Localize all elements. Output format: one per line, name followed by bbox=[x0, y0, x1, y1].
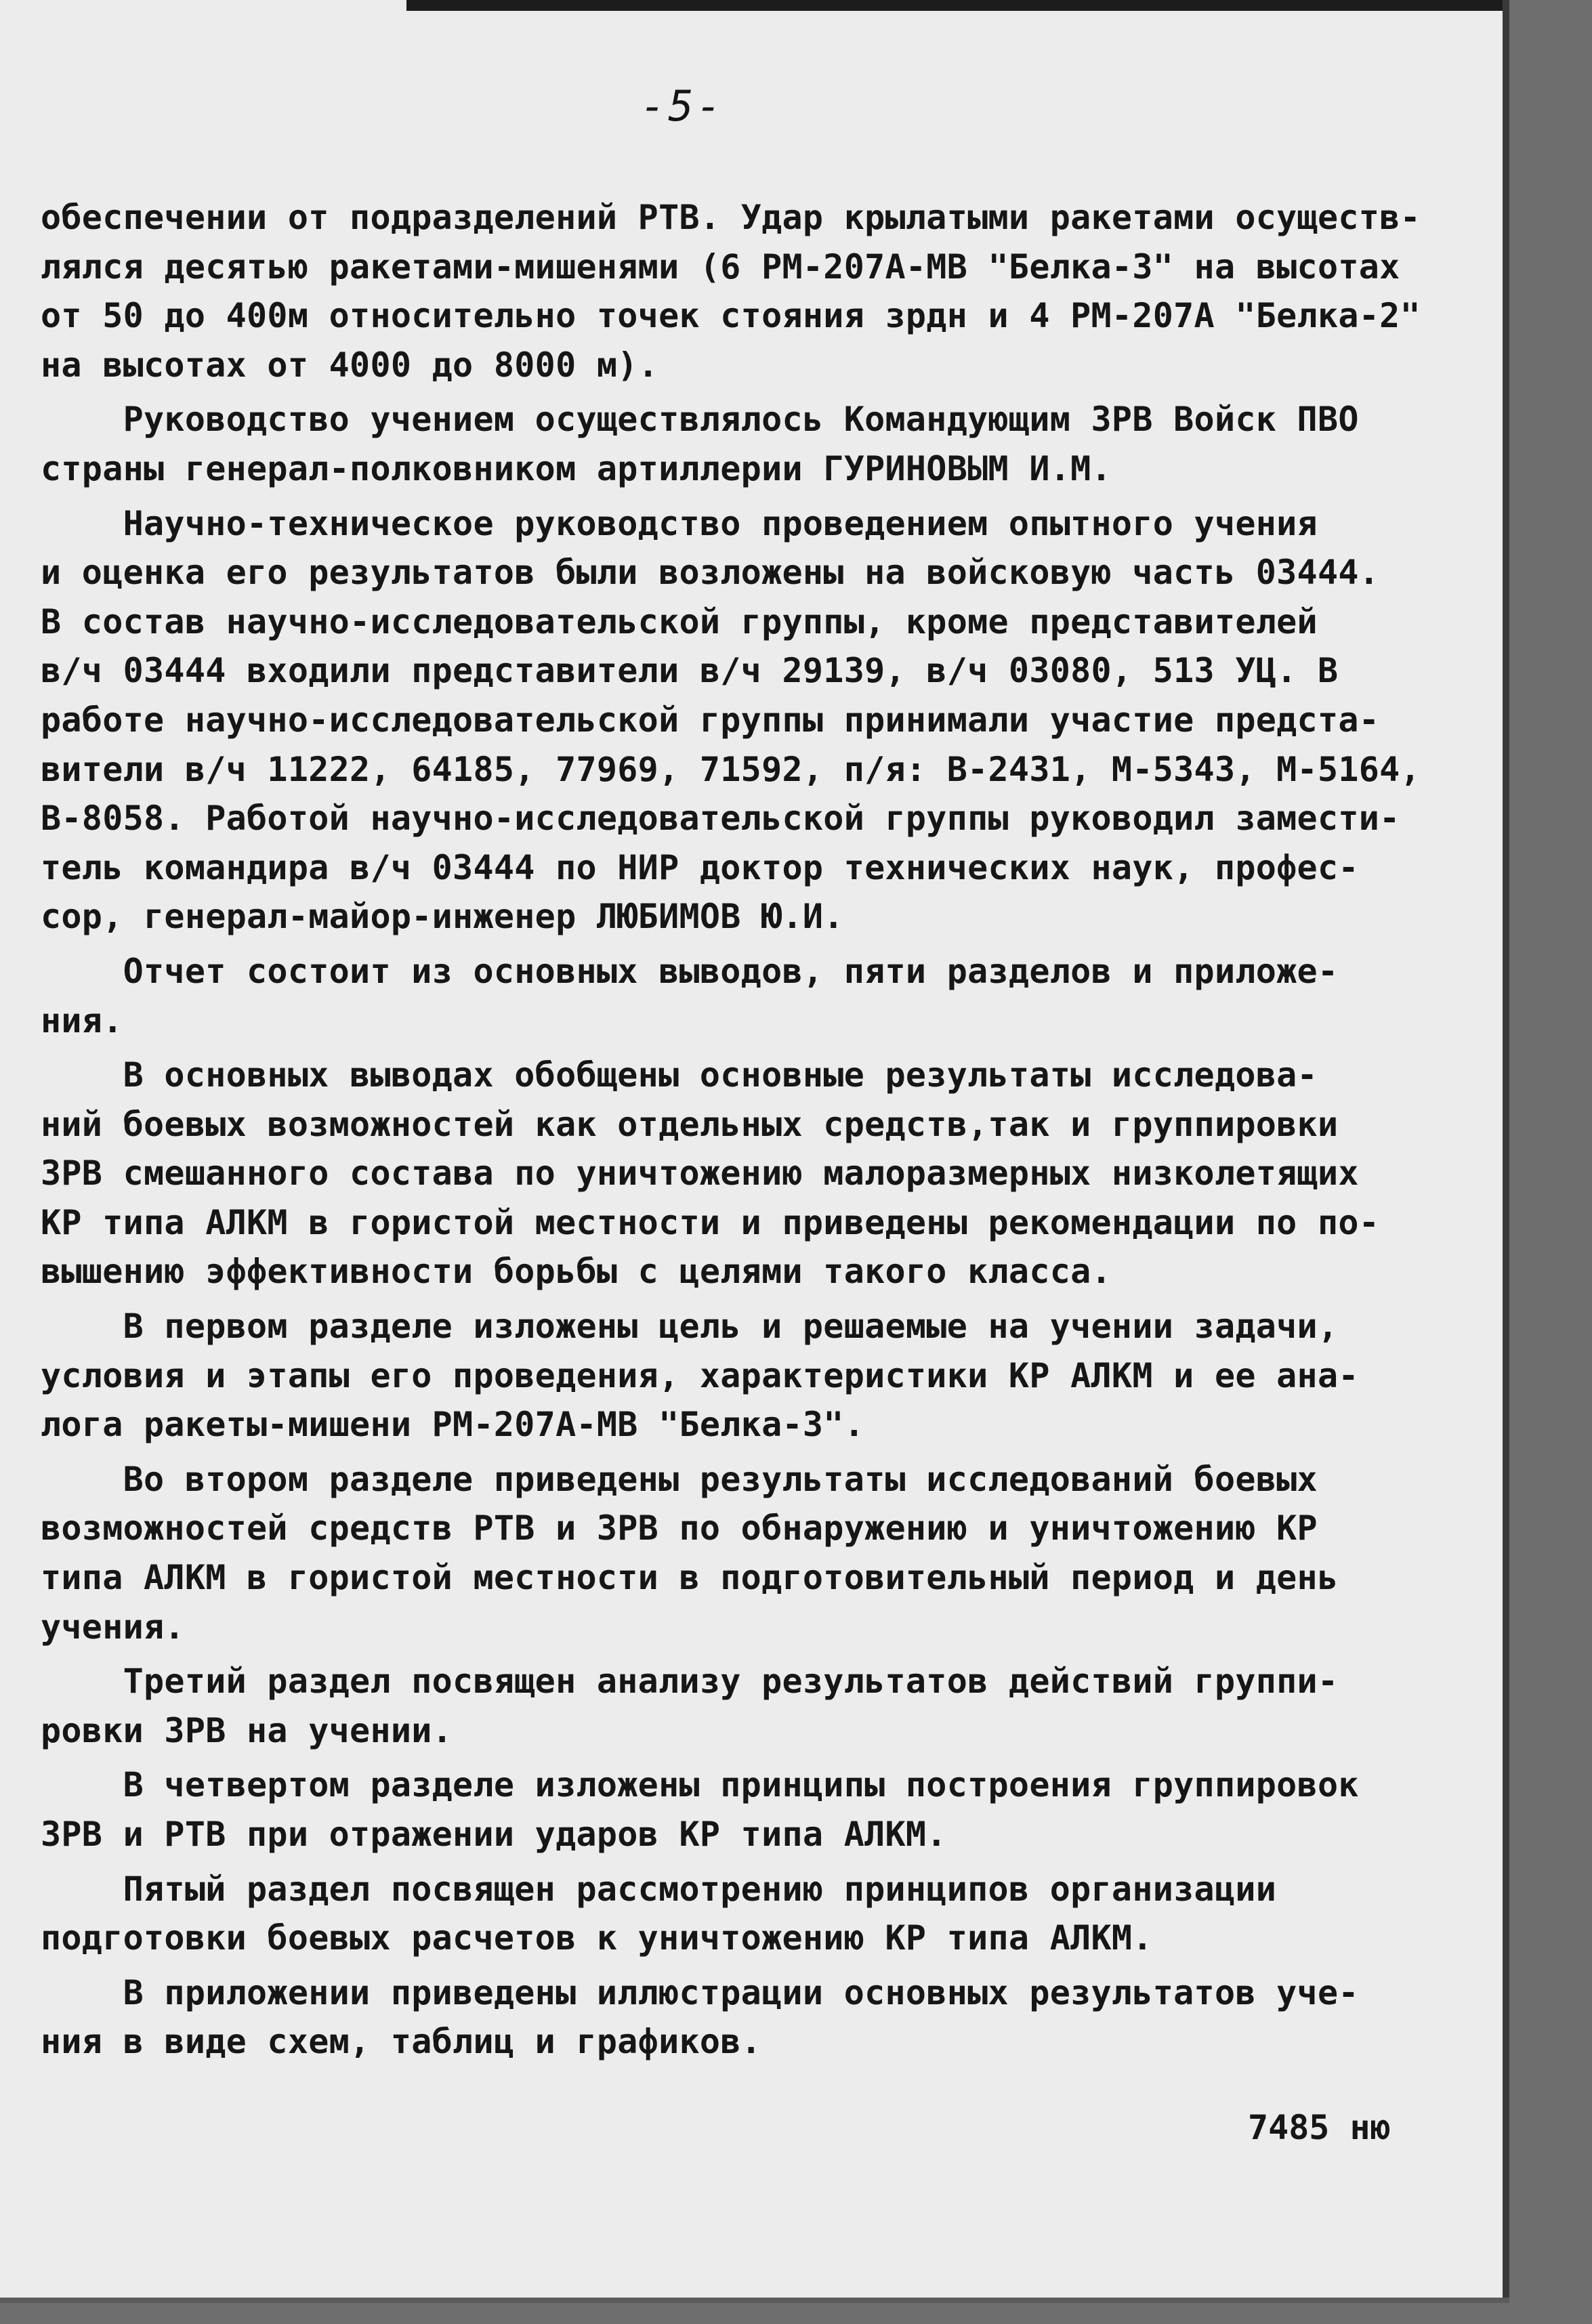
text-line: на высотах от 4000 до 8000 м). bbox=[41, 345, 659, 385]
text-line: работе научно-исследовательской группы принимали участие предста- bbox=[41, 700, 1380, 740]
text-line: Руководство учением осуществлялось Командующим ЗРВ Войск ПВО bbox=[41, 400, 1359, 440]
text-line: лога ракеты-мишени РМ-207А-МВ "Белка-3". bbox=[41, 1405, 865, 1445]
text-line: ний боевых возможностей как отдельных средств,так и группировки bbox=[41, 1104, 1339, 1144]
text-line: Отчет состоит из основных выводов, пяти разделов и приложе- bbox=[41, 951, 1339, 991]
text-line: В основных выводах обобщены основные результаты исследова- bbox=[41, 1055, 1318, 1095]
text-line: страны генерал-полковником артиллерии ГУРИНОВЫМ И.М. bbox=[41, 448, 1112, 488]
text-line: В первом разделе изложены цель и решаемые на учении задачи, bbox=[41, 1307, 1339, 1347]
text-line: В состав научно-исследовательской группы, кроме представителей bbox=[41, 601, 1318, 641]
text-line: сор, генерал-майор-инженер ЛЮБИМОВ Ю.И. bbox=[41, 897, 844, 937]
text-line: Во втором разделе приведены результаты исследований боевых bbox=[41, 1459, 1318, 1499]
text-line: ровки ЗРВ на учении. bbox=[41, 1710, 453, 1750]
text-line: ния. bbox=[41, 1000, 123, 1040]
text-line: КР типа АЛКМ в гористой местности и приведены рекомендации по по- bbox=[41, 1202, 1380, 1242]
text-line: вышению эффективности борьбы с целями такого класса. bbox=[41, 1252, 1112, 1292]
text-line: ЗРВ смешанного состава по уничтожению малоразмерных низколетящих bbox=[41, 1154, 1359, 1193]
text-line: вители в/ч 11222, 64185, 77969, 71592, п/я: В-2431, М-5343, М-5164, bbox=[41, 749, 1421, 789]
text-line: в/ч 03444 входили представители в/ч 29139, в/ч 03080, 513 УЦ. В bbox=[41, 651, 1339, 691]
text-line: учения. bbox=[41, 1607, 185, 1647]
text-line: ния в виде схем, таблиц и графиков. bbox=[41, 2022, 762, 2062]
text-line: В приложении приведены иллюстрации основных результатов уче- bbox=[41, 1972, 1359, 2012]
text-line: Пятый раздел посвящен рассмотрению принципов организации bbox=[41, 1869, 1277, 1909]
text-line: Научно-техническое руководство проведением опытного учения bbox=[41, 503, 1318, 543]
page-number: -5- bbox=[640, 81, 724, 131]
text-line: лялся десятью ракетами-мишенями (6 РМ-207А-МВ "Белка-3" на высотах bbox=[41, 247, 1400, 287]
body-text bbox=[41, 193, 1450, 2067]
text-line: В-8058. Работой научно-исследовательской группы руководил замести- bbox=[41, 799, 1400, 839]
text-line: типа АЛКМ в гористой местности в подготовительный период и день bbox=[41, 1558, 1339, 1598]
text-line: возможностей средств РТВ и ЗРВ по обнаружению и уничтожению КР bbox=[41, 1508, 1318, 1548]
text-line: тель командира в/ч 03444 по НИР доктор технических наук, профес- bbox=[41, 847, 1359, 887]
text-line: ЗРВ и РТВ при отражении ударов КР типа АЛКМ. bbox=[41, 1815, 947, 1854]
scan-bottom-edge bbox=[0, 2298, 1509, 2303]
text-line: Третий раздел посвящен анализу результатов действий группи- bbox=[41, 1662, 1339, 1702]
text-line: и оценка его результатов были возложены на войсковую часть 03444. bbox=[41, 553, 1380, 593]
text-line: условия и этапы его проведения, характеристики КР АЛКМ и ее ана- bbox=[41, 1355, 1359, 1395]
text-line: В четвертом разделе изложены принципы построения группировок bbox=[41, 1765, 1359, 1805]
scan-right-edge bbox=[1503, 0, 1509, 2303]
document-code: 7485 ню bbox=[1248, 2108, 1391, 2147]
text-line: обеспечении от подразделений РТВ. Удар крылатыми ракетами осуществ- bbox=[41, 198, 1421, 237]
text-line: подготовки боевых расчетов к уничтожению КР типа АЛКМ. bbox=[41, 1918, 1153, 1958]
scan-top-edge bbox=[406, 0, 1509, 11]
text-line: от 50 до 400м относительно точек стояния зрдн и 4 РМ-207А "Белка-2" bbox=[41, 296, 1421, 336]
